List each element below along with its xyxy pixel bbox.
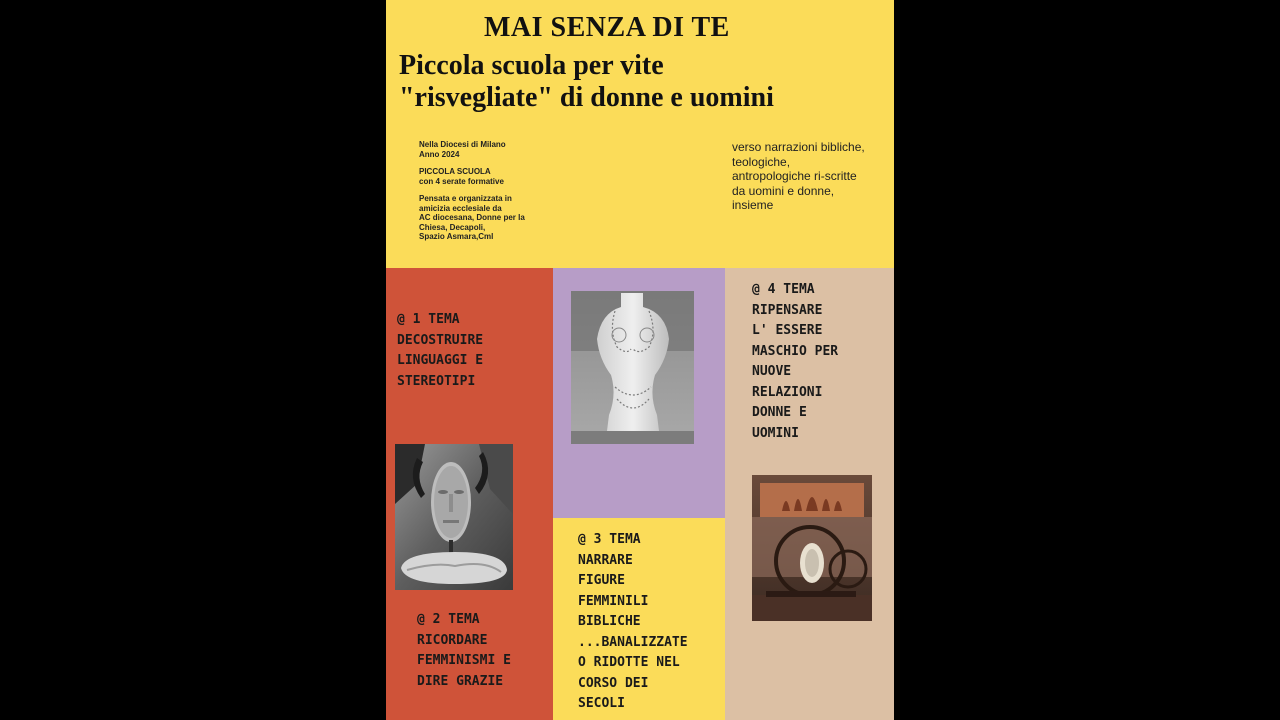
side-note-line: teologiche, [732,154,791,169]
info-line: AC diocesana, Donne per la [419,213,525,222]
tema-line: STEREOTIPI [397,373,476,389]
tema-line: CORSO DEI [578,675,649,691]
tema-3-text [578,530,688,715]
tema-line: @ 4 TEMA [752,282,815,297]
tema-line: FEMMINILI [578,593,649,609]
info-line: Spazio Asmara,Cml [419,232,494,241]
subtitle-line-2: "risvegliate" di donne e uomini [399,82,774,113]
tema-line: NARRARE [578,552,633,568]
poster [386,0,894,720]
subtitle-line-1: Piccola scuola per vite [399,50,664,81]
tema-1-text [397,310,483,392]
panel-image-torso [553,268,725,518]
tema-line: FIGURE [578,573,625,588]
info-line: Nella Diocesi di Milano [419,140,506,149]
tema-line: DIRE GRAZIE [417,673,504,689]
poster-title: MAI SENZA DI TE [484,12,730,43]
tema-line: RELAZIONI [752,384,823,400]
side-note-line: antropologiche ri-scritte [732,169,857,183]
tema-line: ...BANALIZZATE [578,634,688,650]
info-line: Pensata e organizzata in [419,194,512,203]
tema-line: UOMINI [752,425,799,441]
tema-line: @ 1 TEMA [397,312,460,327]
side-note [732,140,865,213]
tema-line: SECOLI [578,696,625,711]
tema-line: O RIDOTTE NEL [578,655,680,670]
tema-line: DONNE E [752,405,807,420]
tema-line: NUOVE [752,364,792,379]
interior-art-photo [752,475,872,621]
tema-2-text [417,610,511,692]
tema-4-text [752,280,838,444]
poster-subtitle [399,50,774,114]
info-line: amicizia ecclesiale da [419,203,502,213]
side-note-line: da uomini e donne, [732,183,835,198]
side-note-line: insieme [732,198,774,212]
info-line: Chiesa, Decapoli, [419,222,486,232]
info-line: PICCOLA SCUOLA [419,167,491,176]
tema-line: @ 3 TEMA [578,532,641,547]
info-line: con 4 serate formative [419,176,504,186]
tema-line: BIBLICHE [578,614,641,629]
panel-tema-4 [725,268,894,720]
tema-line: @ 2 TEMA [417,612,480,627]
stone-mask-photo [395,444,513,590]
tema-line: RICORDARE [417,632,488,648]
info-line: Anno 2024 [419,149,460,159]
tema-line: RIPENSARE [752,302,823,318]
tema-line: LINGUAGGI E [397,353,484,368]
panel-tema-3 [553,518,725,720]
tema-line: L' ESSERE [752,323,823,338]
tema-line: MASCHIO PER [752,343,839,359]
side-note-line: verso narrazioni bibliche, [732,140,865,154]
tema-line: DECOSTRUIRE [397,332,484,348]
panel-tema-1-2 [386,268,553,720]
torso-sculpture-photo [571,291,694,444]
info-block [419,140,525,250]
tema-line: FEMMINISMI E [417,653,511,668]
